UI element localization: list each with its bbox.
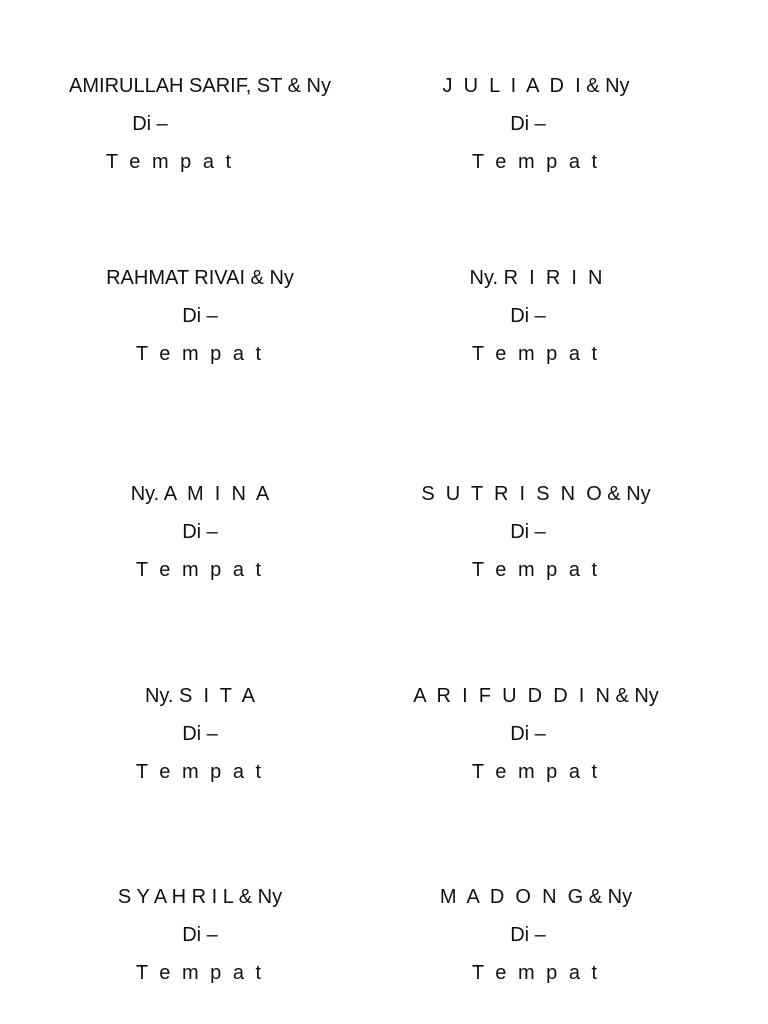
address-label-6 bbox=[366, 482, 706, 596]
recipient-place: T e m p a t bbox=[135, 962, 265, 984]
recipient-di: Di – bbox=[510, 113, 546, 135]
recipient-place: T e m p a t bbox=[471, 559, 601, 581]
recipient-di: Di – bbox=[182, 924, 218, 946]
recipient-di: Di – bbox=[182, 305, 218, 327]
recipient-name: S U T R I S N O & Ny bbox=[421, 483, 651, 505]
recipient-di: Di – bbox=[132, 113, 168, 135]
recipient-name: RAHMAT RIVAI & Ny bbox=[106, 267, 294, 289]
recipient-place: T e m p a t bbox=[135, 559, 265, 581]
recipient-name: M A D O N G & Ny bbox=[439, 886, 633, 908]
recipient-place: T e m p a t bbox=[471, 761, 601, 783]
recipient-di: Di – bbox=[182, 723, 218, 745]
recipient-place: T e m p a t bbox=[471, 343, 601, 365]
recipient-di: Di – bbox=[182, 521, 218, 543]
address-label-4 bbox=[366, 266, 706, 380]
recipient-name: J U L I A D I & Ny bbox=[442, 75, 630, 97]
address-label-5 bbox=[30, 482, 370, 596]
recipient-di: Di – bbox=[510, 521, 546, 543]
recipient-place: T e m p a t bbox=[135, 761, 265, 783]
recipient-place: T e m p a t bbox=[471, 962, 601, 984]
address-label-1 bbox=[30, 74, 370, 188]
recipient-place: T e m p a t bbox=[105, 151, 235, 173]
recipient-place: T e m p a t bbox=[135, 343, 265, 365]
recipient-di: Di – bbox=[510, 305, 546, 327]
address-label-9 bbox=[30, 885, 370, 999]
recipient-name: Ny. A M I N A bbox=[130, 483, 270, 505]
address-label-10 bbox=[366, 885, 706, 999]
address-label-8 bbox=[366, 684, 706, 798]
recipient-di: Di – bbox=[510, 924, 546, 946]
recipient-place: T e m p a t bbox=[471, 151, 601, 173]
recipient-name: Ny. R I R I N bbox=[469, 267, 603, 289]
address-label-7 bbox=[30, 684, 370, 798]
recipient-name: Ny. S I T A bbox=[144, 685, 256, 707]
address-label-2 bbox=[366, 74, 706, 188]
recipient-name: AMIRULLAH SARIF, ST & Ny bbox=[69, 75, 331, 97]
recipient-name: S Y A H R I L & Ny bbox=[117, 886, 283, 908]
recipient-name: A R I F U D D I N & Ny bbox=[413, 685, 659, 707]
recipient-di: Di – bbox=[510, 723, 546, 745]
address-label-3 bbox=[30, 266, 370, 380]
